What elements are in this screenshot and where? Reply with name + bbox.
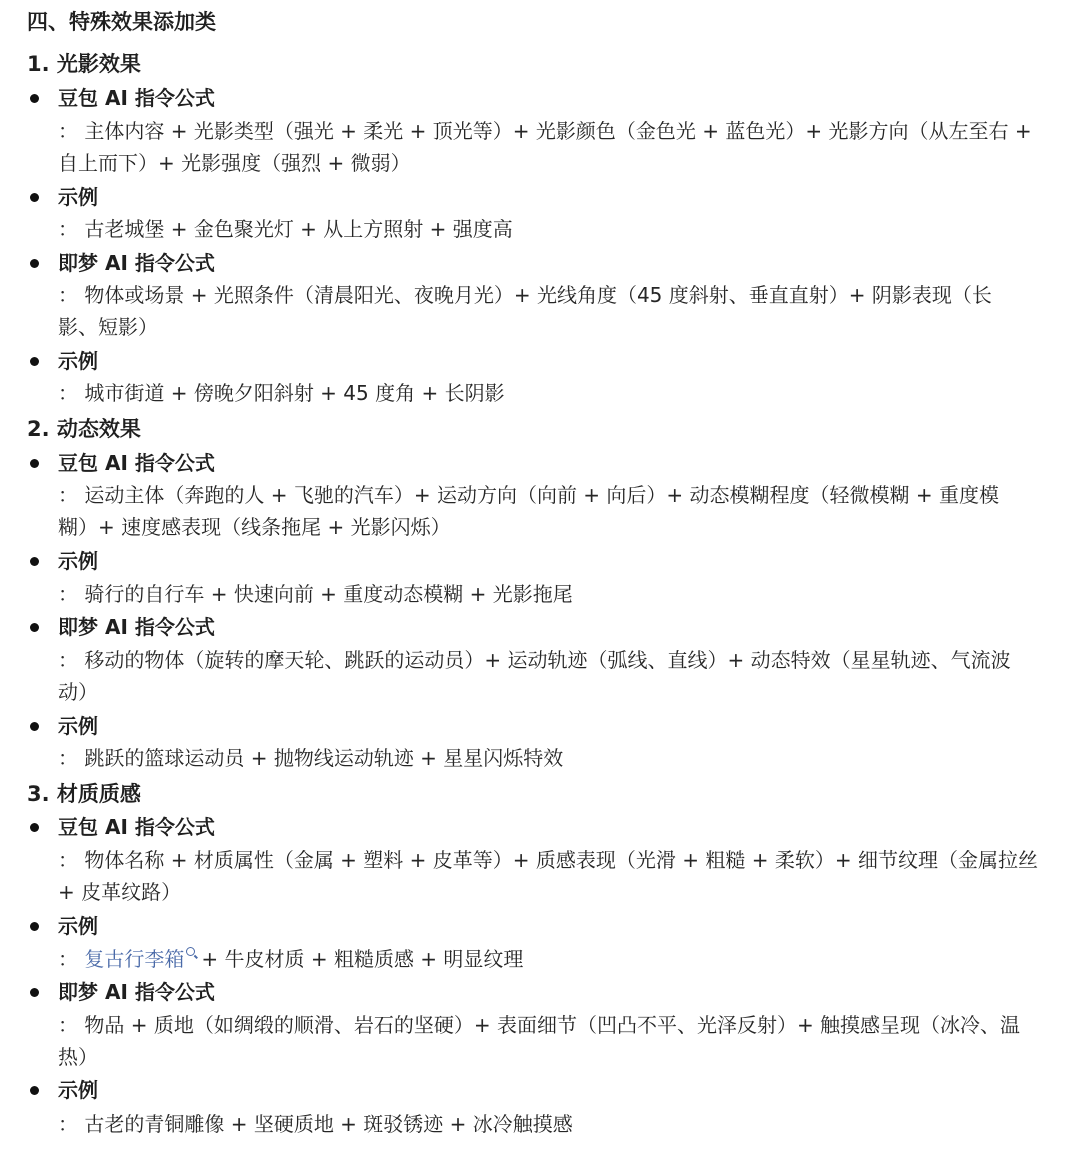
bullet-label: 豆包 AI 指令公式 [58, 815, 215, 839]
bullet-label: 示例 [58, 349, 98, 373]
bullet-label: 即梦 AI 指令公式 [58, 980, 215, 1004]
example-text: ： 骑行的自行车 + 快速向前 + 重度动态模糊 + 光影拖尾 [58, 582, 573, 606]
bullet-icon [30, 922, 39, 931]
formula-text: + 皮革纹路） [58, 880, 182, 904]
formula-text: ： 物品 + 质地（如绸缎的顺滑、岩石的坚硬）+ 表面细节（凹凸不平、光泽反射）+ 触摸感呈现（冰冷、温 [58, 1013, 1021, 1037]
example-text: ： 跳跃的篮球运动员 + 抛物线运动轨迹 + 星星闪烁特效 [58, 746, 564, 770]
formula-text: ： 物体或场景 + 光照条件（清晨阳光、夜晚月光）+ 光线角度（45 度斜射、垂直直射）+ 阴影表现（长 [58, 283, 992, 307]
bullet-icon [30, 557, 39, 566]
bullet-label: 即梦 AI 指令公式 [58, 615, 215, 639]
subsection-title: 3. 材质质感 [27, 782, 141, 806]
formula-text: 动） [58, 680, 98, 704]
bullet-icon [30, 823, 39, 832]
example-text: ： 古老城堡 + 金色聚光灯 + 从上方照射 + 强度高 [58, 217, 513, 241]
formula-text: ： 运动主体（奔跑的人 + 飞驰的汽车）+ 运动方向（向前 + 向后）+ 动态模糊程度（轻微模糊 + 重度模 [58, 483, 1000, 507]
search-link[interactable]: 复古行李箱 [84, 947, 185, 971]
bullet-icon [30, 459, 39, 468]
example-text [58, 946, 523, 972]
formula-text: 影、短影） [58, 315, 158, 339]
formula-text: ： 移动的物体（旋转的摩天轮、跳跃的运动员）+ 运动轨迹（弧线、直线）+ 动态特效（星星轨迹、气流波 [58, 648, 1011, 672]
formula-text: 热） [58, 1045, 98, 1069]
example-text: ： 城市街道 + 傍晚夕阳斜射 + 45 度角 + 长阴影 [58, 381, 505, 405]
formula-text: ： 主体内容 + 光影类型（强光 + 柔光 + 顶光等）+ 光影颜色（金色光 + 蓝色光）+ 光影方向（从左至右 + [58, 119, 1032, 143]
bullet-icon [30, 259, 39, 268]
bullet-icon [30, 722, 39, 731]
subsection-title: 2. 动态效果 [27, 417, 141, 441]
bullet-icon [30, 94, 39, 103]
bullet-icon [30, 623, 39, 632]
bullet-label: 示例 [58, 1078, 98, 1102]
bullet-label: 示例 [58, 914, 98, 938]
bullet-icon [30, 193, 39, 202]
example-suffix: + 牛皮材质 + 粗糙质感 + 明显纹理 [201, 947, 524, 971]
search-icon[interactable] [186, 947, 195, 956]
subsection-title: 1. 光影效果 [27, 52, 141, 76]
example-prefix: ： [58, 947, 85, 971]
bullet-label: 豆包 AI 指令公式 [58, 86, 215, 110]
bullet-label: 示例 [58, 549, 98, 573]
section-title: 四、特殊效果添加类 [27, 10, 216, 34]
bullet-icon [30, 357, 39, 366]
bullet-label: 豆包 AI 指令公式 [58, 451, 215, 475]
formula-text: 糊）+ 速度感表现（线条拖尾 + 光影闪烁） [58, 515, 451, 539]
bullet-label: 即梦 AI 指令公式 [58, 251, 215, 275]
bullet-icon [30, 988, 39, 997]
bullet-label: 示例 [58, 714, 98, 738]
formula-text: ： 物体名称 + 材质属性（金属 + 塑料 + 皮革等）+ 质感表现（光滑 + 粗糙 + 柔软）+ 细节纹理（金属拉丝 [58, 848, 1038, 872]
formula-text: 自上而下）+ 光影强度（强烈 + 微弱） [58, 151, 411, 175]
bullet-icon [30, 1086, 39, 1095]
example-text: ： 古老的青铜雕像 + 坚硬质地 + 斑驳锈迹 + 冰冷触摸感 [58, 1112, 573, 1136]
bullet-label: 示例 [58, 185, 98, 209]
